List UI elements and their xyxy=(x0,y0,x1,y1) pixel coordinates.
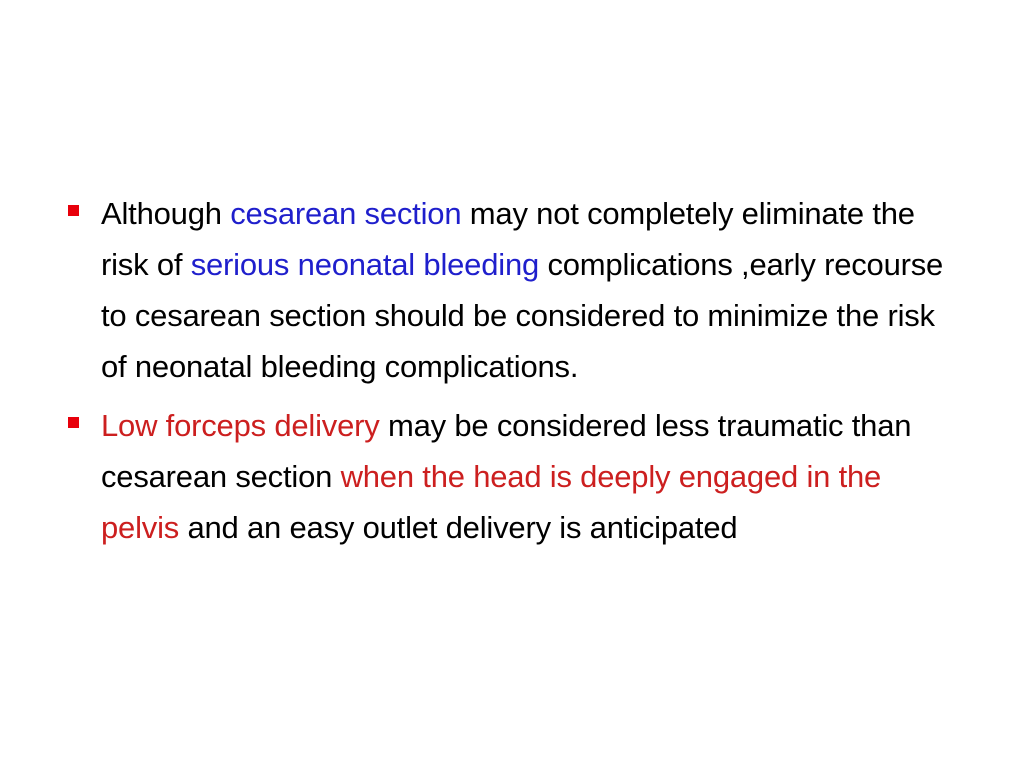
emphasis-serious-neonatal-bleeding: serious neonatal bleeding xyxy=(190,247,540,282)
bullet-list xyxy=(66,188,966,553)
square-bullet-icon xyxy=(68,205,79,216)
bullet-item-cesarean xyxy=(66,188,966,392)
text-segment: complications ,early recourse to cesarean section should be considered to minimize the risk of neonatal bleeding complications. xyxy=(101,247,944,384)
emphasis-low-forceps-delivery: Low forceps delivery xyxy=(101,408,380,443)
text-segment: and an easy outlet delivery is anticipated xyxy=(179,510,738,545)
emphasis-cesarean-section: cesarean section xyxy=(230,196,462,231)
text-segment: may not completely eliminate the risk of xyxy=(101,196,915,282)
text-segment: may be considered less traumatic than cesarean section xyxy=(101,408,912,494)
bullet-item-forceps xyxy=(66,400,966,553)
emphasis-head-engaged: when the head is deeply engaged in the pelvis xyxy=(101,459,882,545)
text-segment: Although xyxy=(101,196,231,231)
square-bullet-icon xyxy=(68,417,79,428)
